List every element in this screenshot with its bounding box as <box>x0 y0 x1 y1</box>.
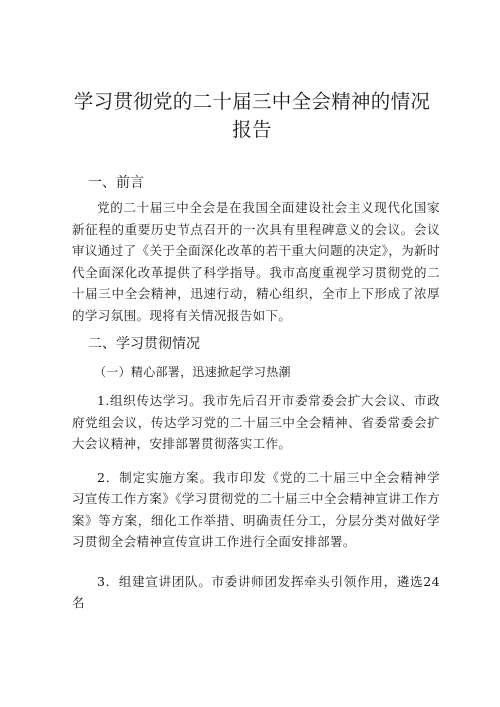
list-item: 1.组织传达学习。我市先后召开市委常委会扩大会议、市政府党组会议，传达学习党的二十届三中全会精神、省委常委会扩大会议精神，安排部署贯彻落实工作。 <box>72 393 440 451</box>
subsection-heading: （一）精心部署，迅速掀起学习热潮 <box>94 365 291 379</box>
section-heading-preface: 一、前言 <box>88 175 144 191</box>
title-line-1: 学习贯彻党的二十届三中全会精神的情况 <box>73 90 431 113</box>
section-heading-study: 二、学习贯彻情况 <box>88 336 200 352</box>
list-item: 2．制定实施方案。我市印发《党的二十届三中全会精神学习宣传工作方案》《学习贯彻党的二十届三中全会精神宣讲工作方案》等方案，细化工作举措、明确责任分工，分层分类对做好学习贯彻全会精神宣传宣讲工作进行全面安排部署。 <box>72 469 440 549</box>
document-title <box>72 88 432 144</box>
preface-paragraph: 党的二十届三中全会是在我国全面建设社会主义现代化国家新征程的重要历史节点召开的一次具有里程碑意义的会议。会议审议通过了《关于全面深化改革的若干重大问题的决定》，为新时代全面深化改革提供了科学指导。我市高度重视学习贯彻党的二十届三中全会精神，迅速行动，精心组织，全市上下形成了浓厚的学习氛围。现将有关情况报告如下。 <box>72 200 440 323</box>
list-item: 3．组建宣讲团队。市委讲师团发挥牵头引领作用，遴选24名 <box>72 573 440 610</box>
title-line-2: 报告 <box>232 118 272 141</box>
